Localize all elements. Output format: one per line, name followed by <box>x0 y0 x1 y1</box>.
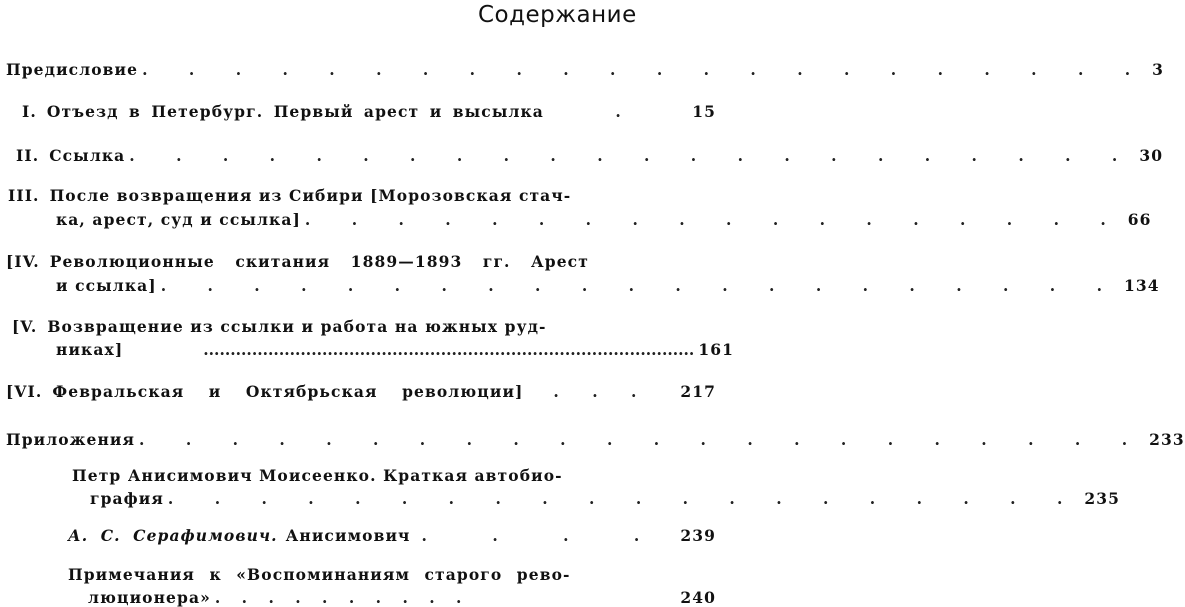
toc-entry-chapter-5-line1[interactable] <box>12 317 652 336</box>
toc-entry-label: графия <box>90 489 164 508</box>
toc-entry-label: Приложения <box>6 430 136 449</box>
toc-entry-label: После возвращения из Сибири [Морозовская стач- <box>49 186 572 205</box>
toc-entry-chapter-2[interactable] <box>16 146 1164 165</box>
toc-page-number: 233 <box>1149 430 1185 449</box>
toc-entry-label: люционера» <box>88 588 211 607</box>
leader-dots: . . . . . . . . . . . . . . . . . . . . . . <box>139 430 1146 449</box>
toc-entry-label: Предисловие <box>6 60 139 79</box>
leader-dots: . . . <box>553 382 651 401</box>
toc-page-number: 134 <box>1123 276 1160 295</box>
toc-entry-label: никах] <box>56 340 124 359</box>
toc-entry-chapter-1[interactable] <box>22 102 716 121</box>
toc-page-number: 3 <box>1152 60 1165 79</box>
toc-entry-preface[interactable] <box>6 60 1165 79</box>
chapter-number: II. <box>16 146 40 165</box>
toc-entry-label: ка, арест, суд и ссылка] <box>56 210 301 229</box>
toc-entry-serafimovich[interactable] <box>68 526 716 545</box>
toc-entry-chapter-6[interactable] <box>6 382 716 401</box>
toc-entry-label: Примечания к «Воспоминаниям старого рево- <box>68 565 571 584</box>
leader-dots: . <box>615 102 621 121</box>
leader-dots: . . . . <box>421 526 670 545</box>
toc-entry-notes-line1[interactable] <box>68 565 678 584</box>
leader-dots: . . . . . . . . . . . . . . . . . . <box>304 210 1124 229</box>
toc-entry-label: Ссылка <box>49 146 126 165</box>
chapter-number: I. <box>22 102 37 121</box>
leader-dots: . . . . . . . . . . . . . . . . . . . . . . <box>142 60 1149 79</box>
toc-entry-label: Революционные скитания 1889—1893 гг. Арест <box>49 252 589 271</box>
toc-page-number: 161 <box>698 340 734 359</box>
toc-entry-label: и ссылка] <box>56 276 157 295</box>
leader-dots: ........................................................................................... <box>203 340 695 359</box>
toc-entry-appendices[interactable] <box>6 430 1185 449</box>
chapter-number: [VI. <box>6 382 43 401</box>
toc-page-number: 239 <box>680 526 716 545</box>
page-title: Содержание <box>478 2 637 28</box>
toc-entry-chapter-4-line2[interactable] <box>56 276 1160 295</box>
leader-dots: . . . . . . . . . . <box>214 588 470 607</box>
toc-entry-label: Отъезд в Петербург. Первый арест и высылка <box>46 102 544 121</box>
toc-entry-autobiography-line1[interactable] <box>72 466 672 485</box>
leader-dots: . . . . . . . . . . . . . . . . . . . . . . <box>129 146 1136 165</box>
toc-entry-autobiography-line2[interactable] <box>90 489 1121 508</box>
toc-entry-author: А. С. Серафимович. <box>68 526 278 545</box>
toc-page-number: 235 <box>1084 489 1121 508</box>
toc-entry-label: Возвращение из ссылки и работа на южных руд- <box>47 317 547 336</box>
toc-page-number: 15 <box>692 102 716 121</box>
chapter-number: III. <box>8 186 40 205</box>
toc-page-number: 217 <box>680 382 716 401</box>
leader-dots: . . . . . . . . . . . . . . . . . . . . <box>167 489 1081 508</box>
toc-entry-chapter-3-line2[interactable] <box>56 210 1152 229</box>
toc-entry-chapter-3-line1[interactable] <box>8 186 668 205</box>
toc-entry-chapter-5-line2[interactable] <box>56 340 734 359</box>
toc-entry-label: Февральская и Октябрьская революции] <box>52 382 524 401</box>
toc-page-number: 30 <box>1139 146 1164 165</box>
toc-entry-chapter-4-line1[interactable] <box>6 252 646 271</box>
chapter-number: [V. <box>12 317 38 336</box>
toc-page-number: 66 <box>1127 210 1152 229</box>
leader-dots: . . . . . . . . . . . . . . . . . . . . . <box>160 276 1120 295</box>
toc-entry-notes-line2[interactable] <box>88 588 716 607</box>
toc-entry-label: Анисимович <box>285 526 411 545</box>
toc-page-number: 240 <box>680 588 716 607</box>
chapter-number: [IV. <box>6 252 40 271</box>
toc-entry-label: Петр Анисимович Моисеенко. Краткая автобио- <box>72 466 563 485</box>
